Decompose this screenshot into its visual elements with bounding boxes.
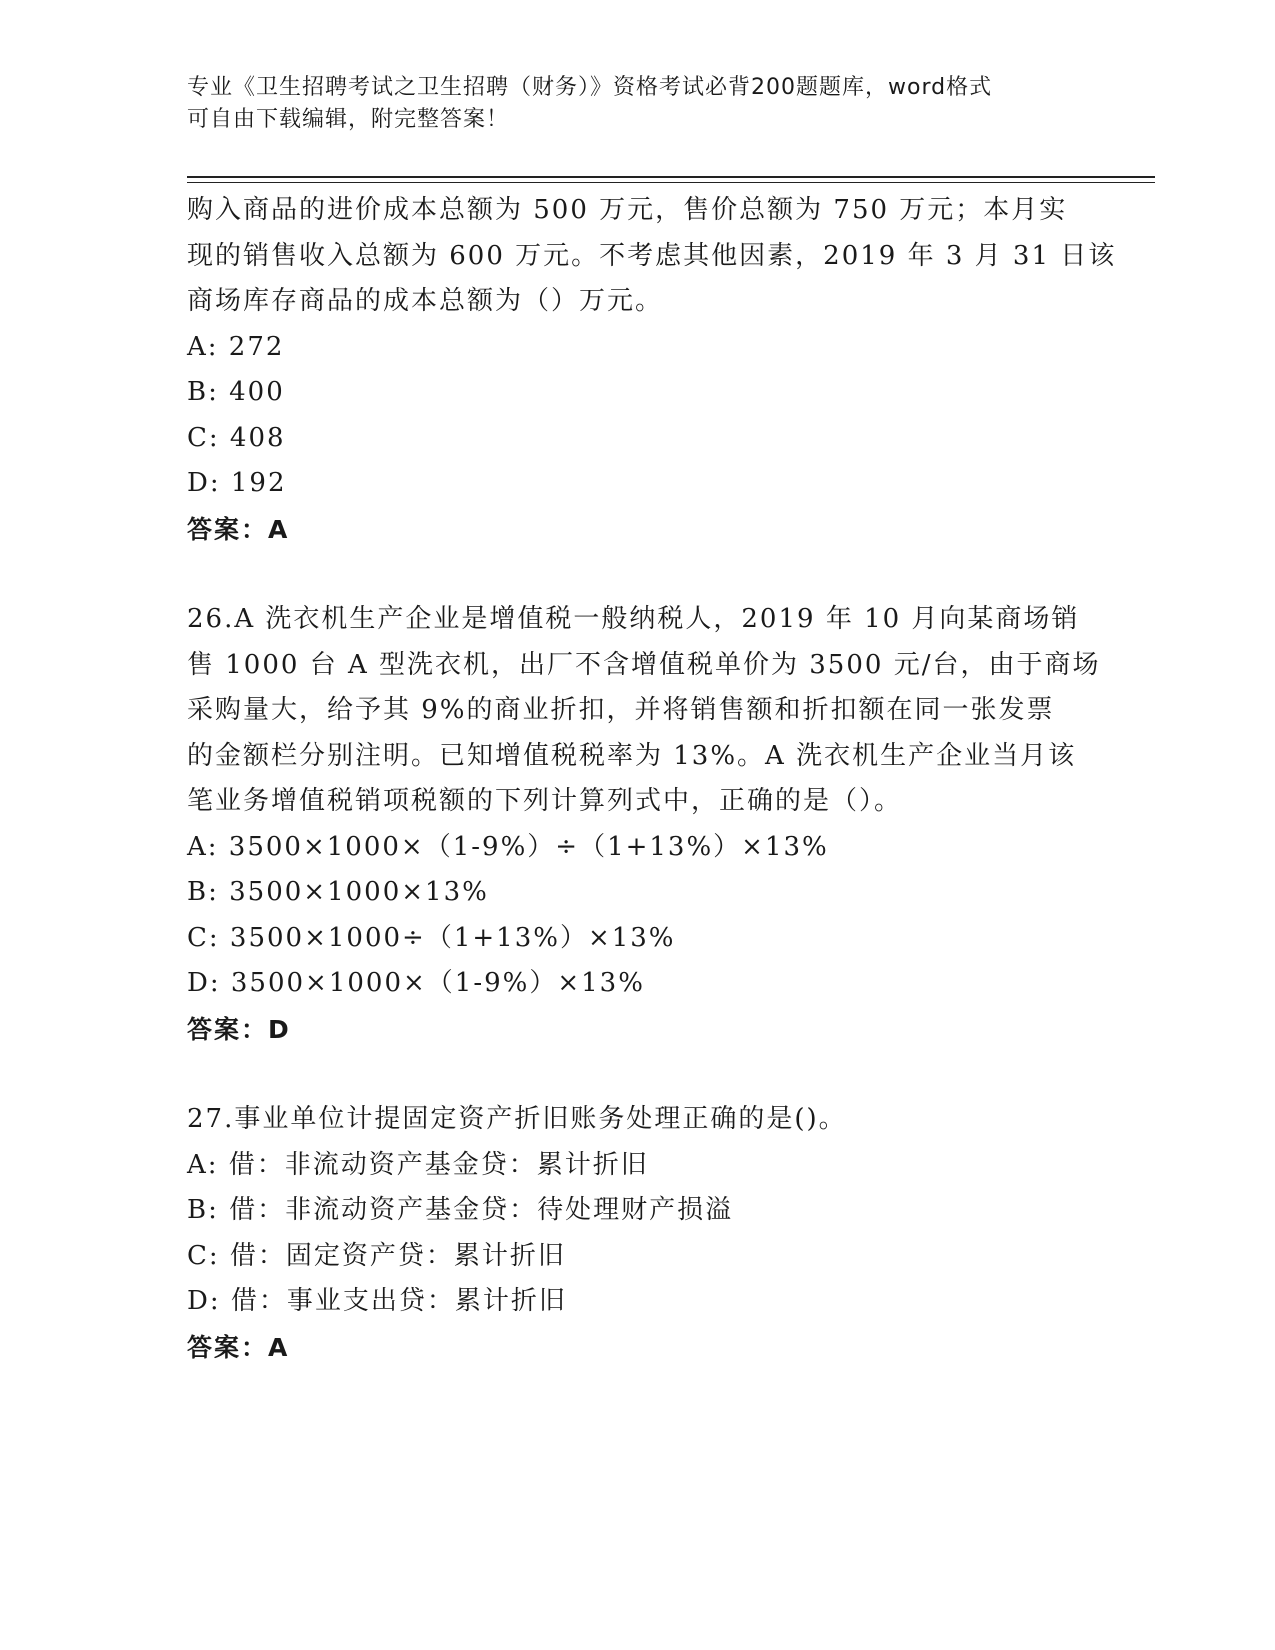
option-b: B: 3500×1000×13% [187,877,489,907]
header-divider-thin [187,182,1155,183]
header-line-2: 可自由下载编辑，附完整答案！ [187,107,510,132]
question-stem-line: 的金额栏分别注明。已知增值税税率为 13%。A 洗衣机生产企业当月该 [187,740,1077,771]
question-stem-line: 27.事业单位计提固定资产折旧账务处理正确的是()。 [187,1104,847,1134]
answer-label: 答案：D [187,1014,291,1044]
question-stem-line: 现的销售收入总额为 600 万元。不考虑其他因素，2019 年 3 月 31 日该 [187,240,1117,271]
question-list [187,188,1117,1370]
question-stem-line: 笔业务增值税销项税额的下列计算列式中，正确的是（）。 [187,786,903,816]
option-c: C: 3500×1000÷（1+13%）×13% [187,922,676,953]
option-c: C: 借：固定资产贷：累计折旧 [187,1240,566,1271]
option-b: B: 借：非流动资产基金贷：待处理财产损溢 [187,1195,734,1225]
option-c: C: 408 [187,422,286,453]
question-26 [187,597,1101,1052]
option-a: A: 3500×1000×（1-9%）÷（1+13%）×13% [187,831,829,862]
question-stem-line: 采购量大，给予其 9%的商业折扣，并将销售额和折扣额在同一张发票 [187,695,1055,725]
document-header [187,72,1087,136]
answer-label: 答案：A [187,1332,290,1362]
header-line-1: 专业《卫生招聘考试之卫生招聘（财务）》资格考试必背200题题库，word格式 [187,75,993,100]
header-divider-thick [187,176,1155,178]
option-a: A: 借：非流动资产基金贷：累计折旧 [187,1149,649,1180]
spacer [187,1052,1087,1097]
option-d: D: 192 [187,468,287,498]
answer-label: 答案：A [187,514,290,544]
question-25 [187,188,1117,552]
question-stem-line: 商场库存商品的成本总额为（）万元。 [187,286,664,316]
option-d: D: 借：事业支出贷：累计折旧 [187,1286,567,1316]
question-27 [187,1097,1087,1370]
question-stem-line: 26.A 洗衣机生产企业是增值税一般纳税人，2019 年 10 月向某商场销 [187,604,1080,634]
option-b: B: 400 [187,377,285,407]
spacer [187,552,1087,597]
question-stem-line: 购入商品的进价成本总额为 500 万元，售价总额为 750 万元；本月实 [187,195,1068,225]
option-a: A: 272 [187,331,285,362]
question-stem-line: 售 1000 台 A 型洗衣机，出厂不含增值税单价为 3500 元/台，由于商场 [187,649,1101,680]
option-d: D: 3500×1000×（1-9%）×13% [187,968,645,998]
